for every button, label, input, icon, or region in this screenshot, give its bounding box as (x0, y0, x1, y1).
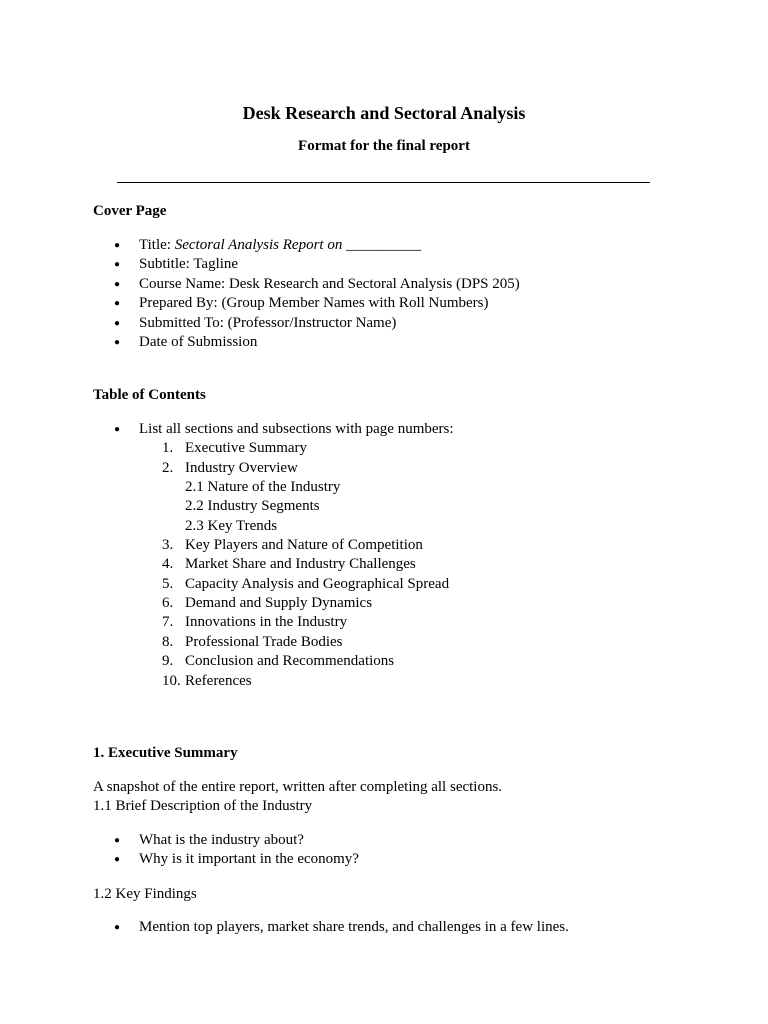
document-title: Desk Research and Sectoral Analysis (242, 103, 526, 123)
cover-title-prefix: Title: (139, 237, 175, 253)
toc-entries (93, 439, 708, 690)
toc-entry (93, 536, 708, 555)
cover-title-blank: __________ (342, 237, 422, 253)
toc-entry (93, 672, 708, 691)
horizontal-rule (117, 182, 650, 183)
toc-entry (93, 652, 708, 671)
toc-entry (93, 575, 708, 594)
toc-entry-number: 8. (162, 633, 174, 650)
toc-entry-text: Industry Overview (185, 459, 298, 476)
cover-title-italic: Sectoral Analysis Report on (174, 237, 343, 253)
toc-entry-text: Executive Summary (185, 440, 308, 457)
toc-entry (93, 594, 708, 613)
toc-entry-number: 4. (162, 556, 174, 573)
toc-list (93, 420, 708, 691)
cover-item: ● Subtitle: Tagline (93, 255, 708, 274)
toc-entry-number: 5. (162, 575, 174, 592)
toc-entry-number: 10. (162, 672, 181, 689)
list-item: ● Mention top players, market share trends, and challenges in a few lines. (93, 918, 708, 937)
cover-item: ● Date of Submission (93, 333, 708, 352)
toc-subentry (93, 478, 708, 497)
cover-item: ● Submitted To: (Professor/Instructor Name) (93, 314, 708, 333)
toc-subentry (93, 497, 708, 516)
toc-entry-number: 2. (162, 459, 174, 476)
toc-entry (93, 439, 708, 458)
toc-entry-number: 1. (162, 440, 174, 457)
toc-entry-number: 7. (162, 614, 174, 631)
toc-entry-text: Capacity Analysis and Geographical Spread (185, 575, 450, 592)
executive-summary-heading: 1. Executive Summary (93, 745, 238, 761)
cover-item: ● Course Name: Desk Research and Sectoral Analysis (DPS 205) (93, 275, 708, 294)
subsection-1-1-list (93, 831, 708, 870)
subsection-1-2-heading: 1.2 Key Findings (93, 886, 197, 902)
document-subtitle: Format for the final report (298, 138, 470, 154)
toc-entry-number: 6. (162, 595, 174, 612)
toc-entry-text: Professional Trade Bodies (185, 633, 343, 650)
toc-entry-number: 3. (162, 537, 174, 554)
toc-intro: ● List all sections and subsections with page numbers: (93, 420, 708, 439)
toc-entry-text: References (185, 672, 252, 689)
toc-subentry-text: 2.3 Key Trends (185, 517, 278, 534)
toc-subentry-text: 2.1 Nature of the Industry (185, 479, 341, 496)
executive-summary-snapshot: A snapshot of the entire report, written after completing all sections. (93, 779, 503, 795)
cover-page-list (93, 236, 708, 352)
toc-entry-text: Conclusion and Recommendations (185, 653, 395, 670)
subsection-1-2-list (93, 918, 708, 937)
toc-entry (93, 555, 708, 574)
list-item: ● What is the industry about? (93, 831, 708, 850)
cover-item-title (93, 236, 708, 255)
toc-entry-text: Innovations in the Industry (185, 614, 348, 631)
toc-heading: Table of Contents (93, 387, 206, 403)
toc-entry-text: Key Players and Nature of Competition (185, 537, 423, 554)
toc-entry-number: 9. (162, 653, 174, 670)
toc-entry-text: Demand and Supply Dynamics (185, 595, 373, 612)
toc-entry-text: Market Share and Industry Challenges (185, 556, 416, 573)
cover-item: ● Prepared By: (Group Member Names with Roll Numbers) (93, 294, 708, 313)
list-item: ● Why is it important in the economy? (93, 850, 708, 869)
toc-entry (93, 459, 708, 478)
cover-page-heading: Cover Page (93, 203, 167, 219)
subsection-1-1-heading: 1.1 Brief Description of the Industry (93, 798, 313, 814)
toc-entry (93, 633, 708, 652)
toc-subentry-text: 2.2 Industry Segments (185, 498, 320, 515)
toc-entry (93, 613, 708, 632)
toc-subentry (93, 517, 708, 536)
